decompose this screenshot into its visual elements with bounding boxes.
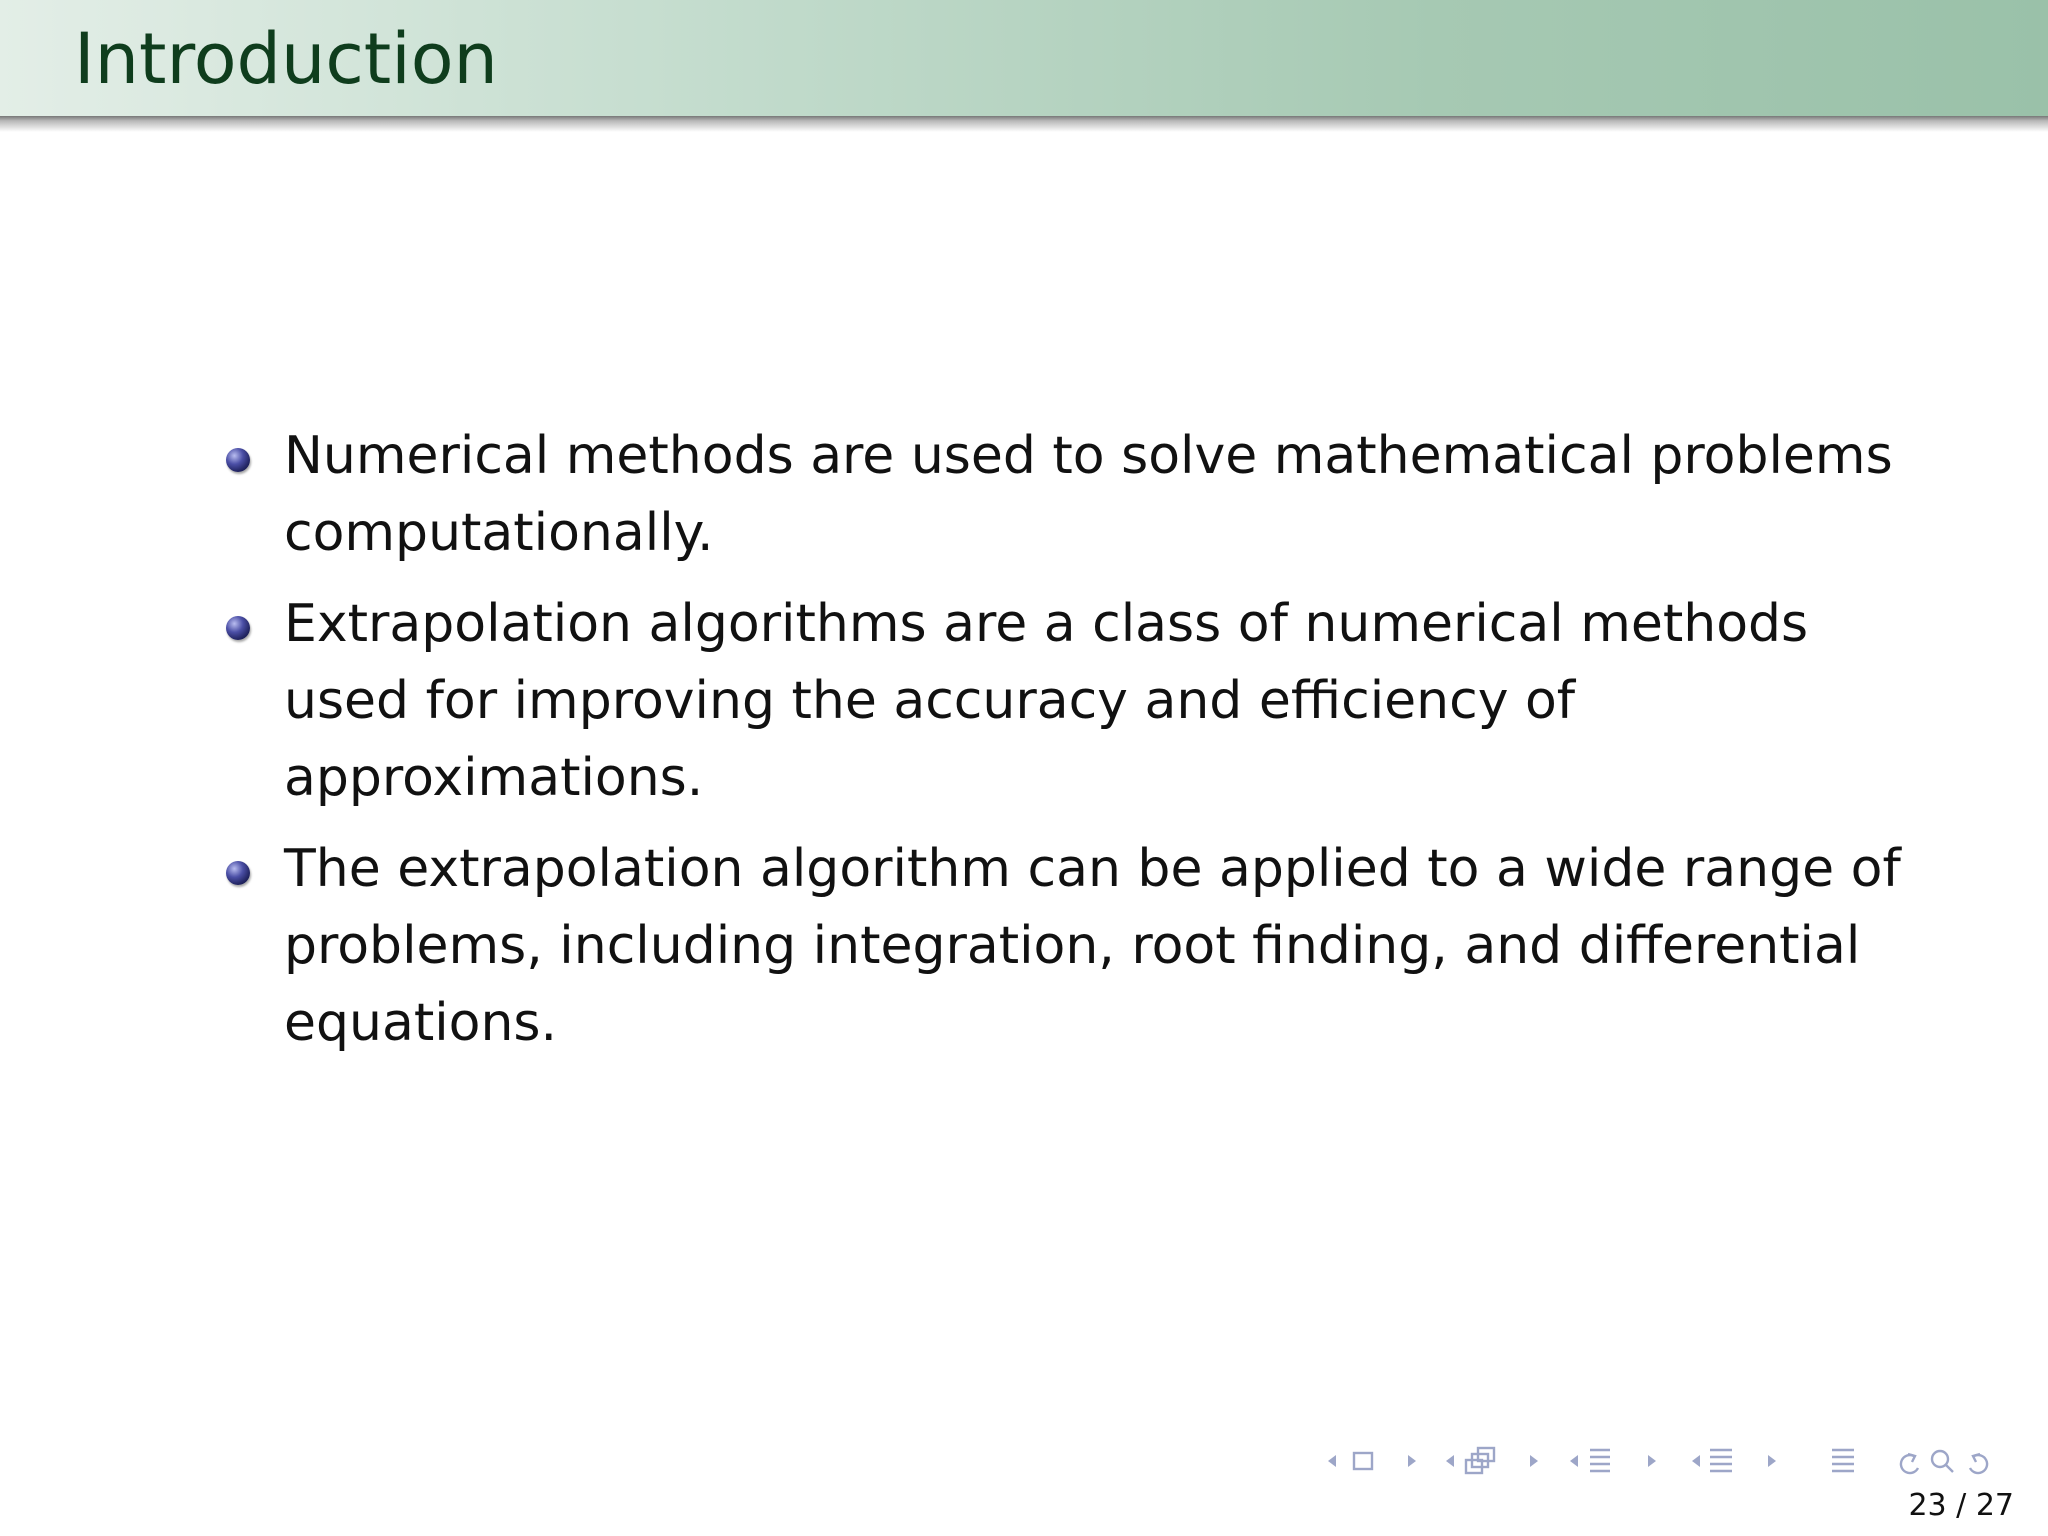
next-part-button[interactable] — [1768, 1455, 1776, 1467]
bullet-list — [222, 418, 1902, 1076]
arrow-left-icon — [1446, 1455, 1454, 1467]
arrow-right-icon — [1768, 1455, 1776, 1467]
next-subsection-button[interactable] — [1530, 1455, 1538, 1467]
bullet-text: Numerical methods are used to solve mathematical problems computationally. — [284, 426, 1893, 563]
title-bar-shadow — [0, 116, 2048, 132]
title-bar — [0, 0, 2048, 116]
previous-section-button[interactable] — [1570, 1455, 1578, 1467]
bullet-item — [222, 586, 1902, 817]
previous-frame-button[interactable] — [1328, 1455, 1336, 1467]
previous-part-button[interactable] — [1692, 1455, 1700, 1467]
arrow-left-icon — [1570, 1455, 1578, 1467]
search-icon[interactable] — [1932, 1451, 1953, 1472]
bullet-item — [222, 831, 1902, 1062]
bullet-item — [222, 418, 1902, 572]
subsection-icon[interactable] — [1466, 1448, 1494, 1473]
section-icon[interactable] — [1590, 1450, 1610, 1471]
frame-icon[interactable] — [1354, 1453, 1372, 1469]
navigation-bar — [1322, 1444, 2032, 1478]
bullet-text: The extrapolation algorithm can be applied to a wide range of problems, including integration, root finding, and differential equations. — [284, 839, 1901, 1053]
redo-icon[interactable] — [1970, 1454, 1987, 1473]
arrow-left-icon — [1692, 1455, 1700, 1467]
bullet-icon — [226, 861, 250, 885]
previous-subsection-button[interactable] — [1446, 1455, 1454, 1467]
page-number: 23 / 27 — [1908, 1488, 2014, 1523]
arrow-right-icon — [1408, 1455, 1416, 1467]
undo-icon[interactable] — [1901, 1454, 1918, 1473]
next-section-button[interactable] — [1648, 1455, 1656, 1467]
align-icon[interactable] — [1832, 1450, 1854, 1471]
slide-title: Introduction — [74, 18, 498, 100]
arrow-left-icon — [1328, 1455, 1336, 1467]
bullet-icon — [226, 448, 250, 472]
arrow-right-icon — [1530, 1455, 1538, 1467]
next-frame-button[interactable] — [1408, 1455, 1416, 1467]
bullet-icon — [226, 616, 250, 640]
part-icon[interactable] — [1710, 1450, 1732, 1471]
arrow-right-icon — [1648, 1455, 1656, 1467]
bullet-text: Extrapolation algorithms are a class of numerical methods used for improving the accuracy and efficiency of approximations. — [284, 594, 1809, 808]
